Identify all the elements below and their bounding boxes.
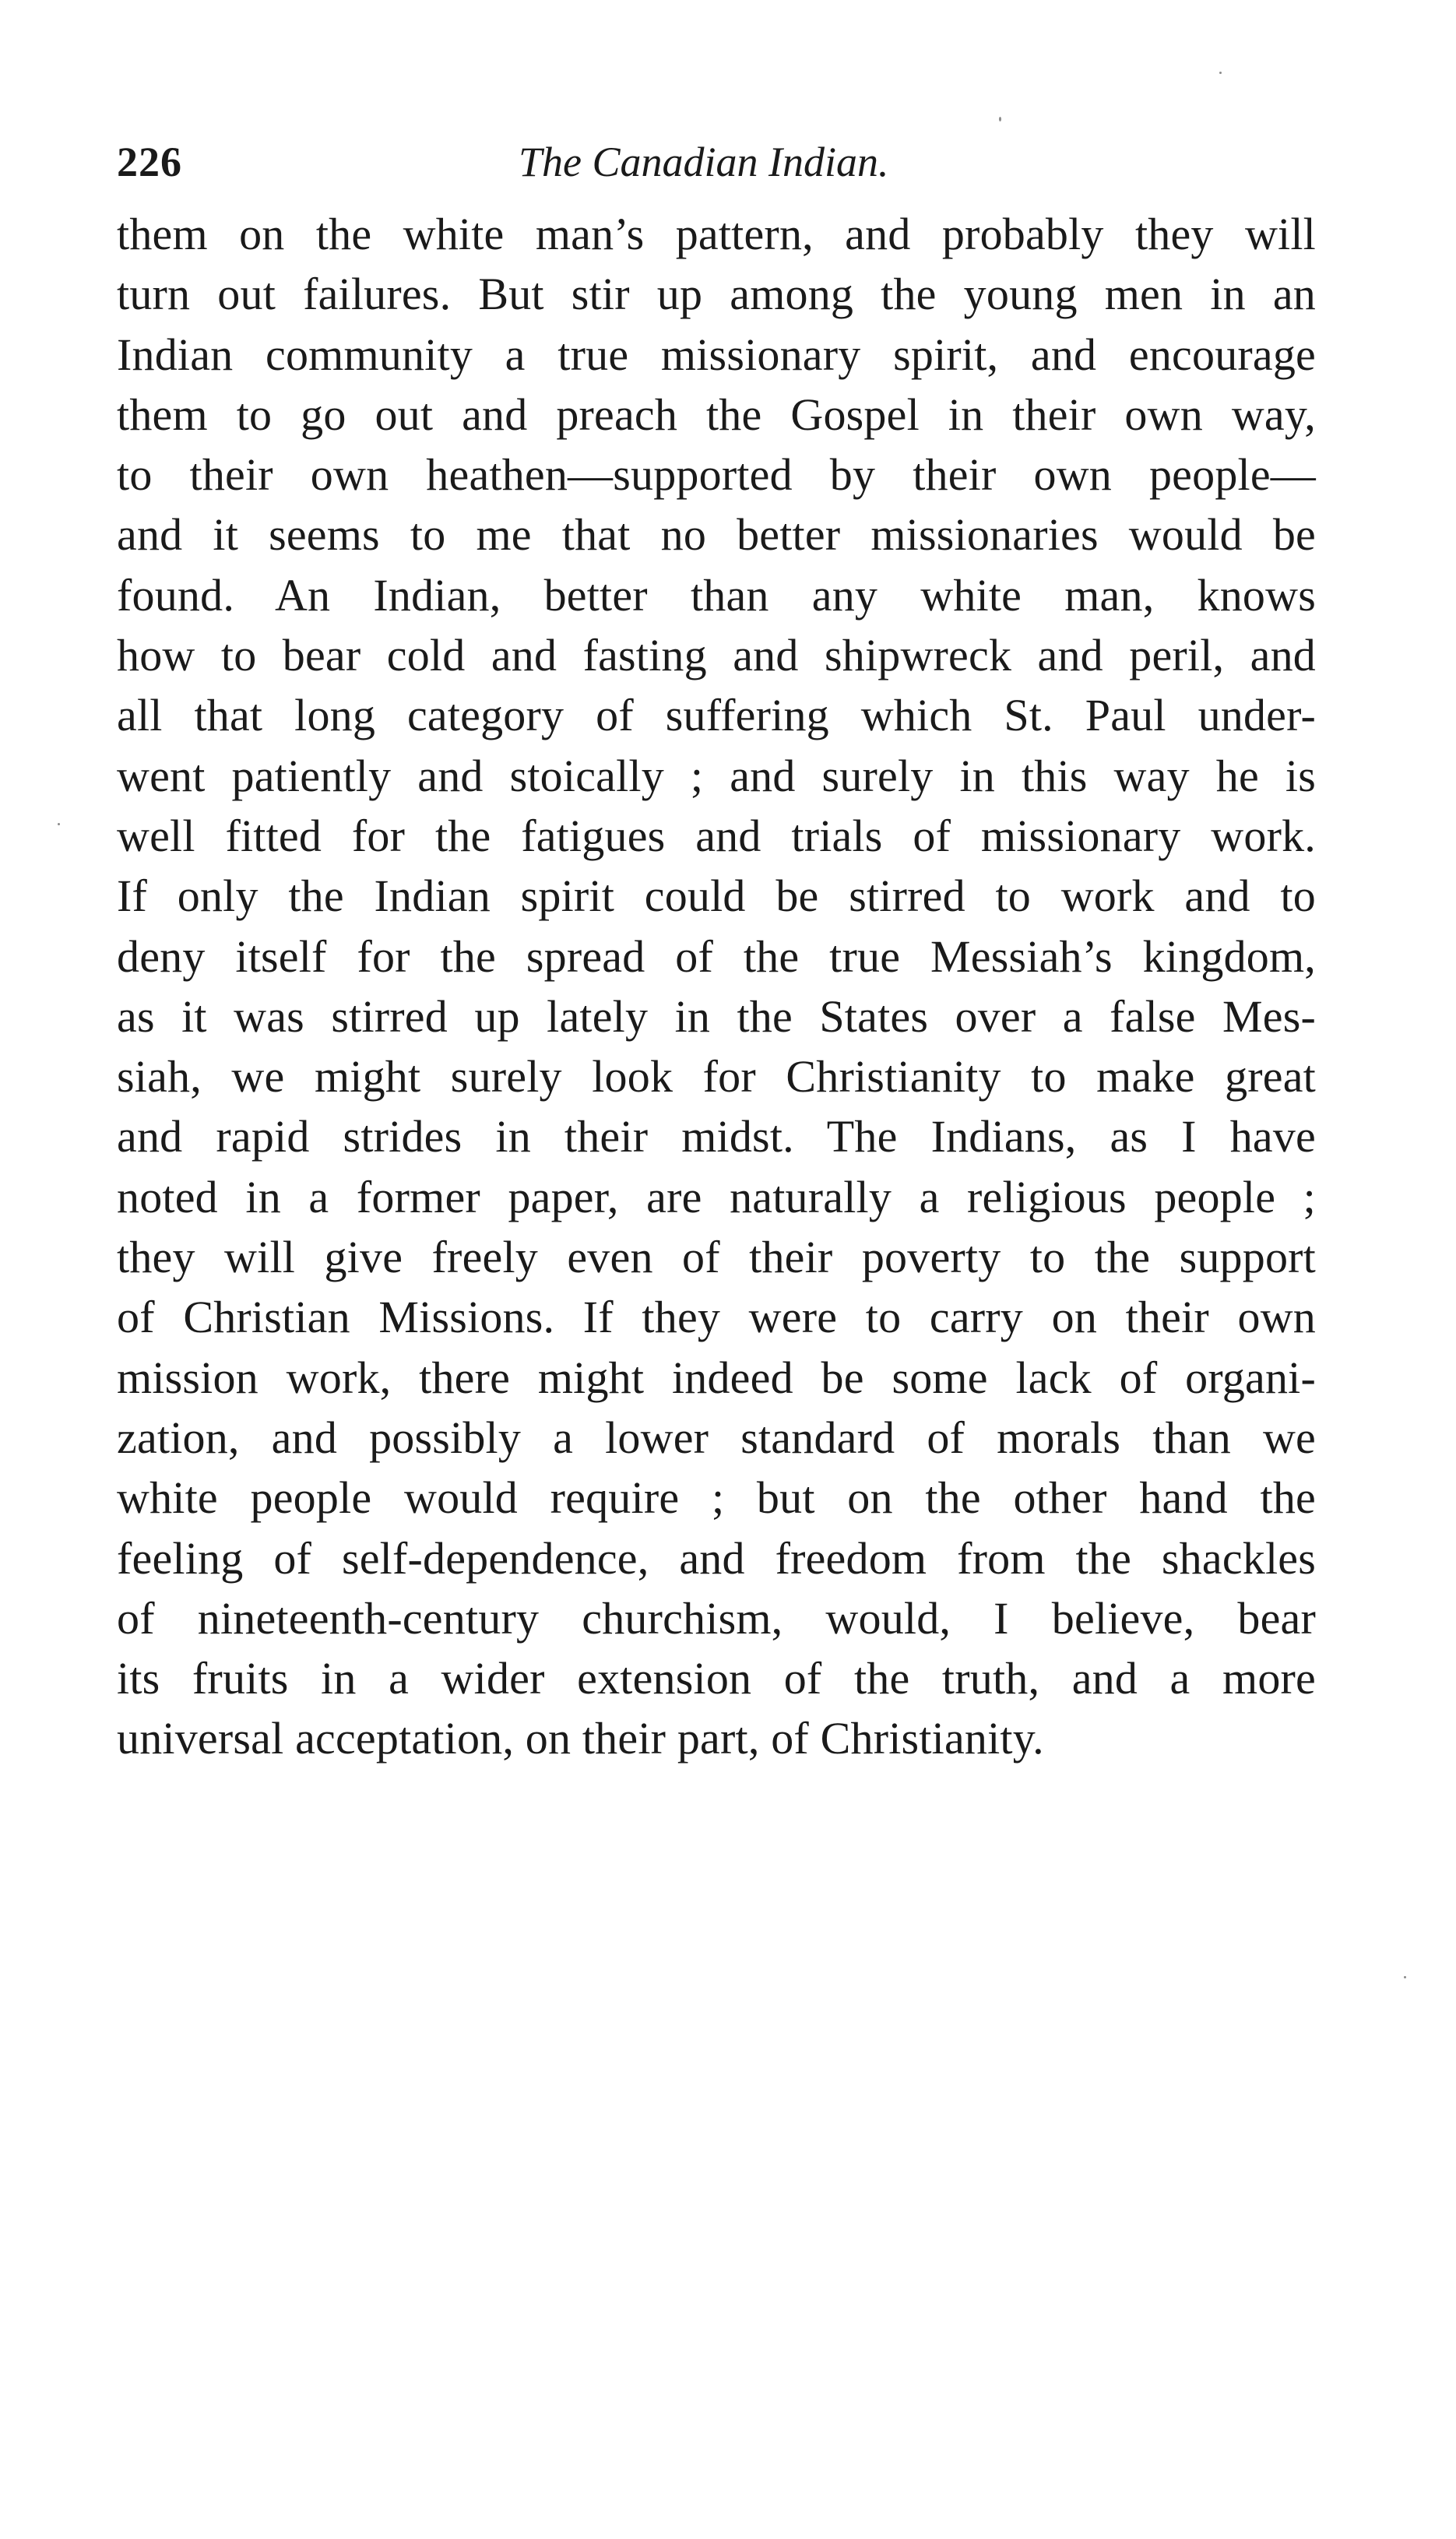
text-line: them to go out and preach the Gospel in their own way,: [117, 389, 1316, 440]
text-line: all that long category of suffering which St. Paul under-: [117, 690, 1316, 741]
page-number: 226: [117, 139, 182, 185]
text-line: found. An Indian, better than any white man, knows: [117, 569, 1316, 621]
text-line: noted in a former paper, are naturally a religious people ;: [117, 1171, 1316, 1222]
text-line: mission work, there might indeed be some lack of organi-: [117, 1352, 1316, 1403]
text-line: turn out failures. But stir up among the young men in an: [117, 269, 1316, 320]
text-line: universal acceptation, on their part, of Christianity.: [117, 1713, 1044, 1764]
body-text: [117, 204, 1316, 1769]
text-line: them on the white man’s pattern, and probably they will: [117, 209, 1316, 259]
text-line: its fruits in a wider extension of the truth, and a more: [117, 1653, 1316, 1704]
text-line: zation, and possibly a lower standard of morals than we: [117, 1412, 1316, 1463]
text-line: of nineteenth-century churchism, would, I believe, bear: [117, 1592, 1316, 1644]
text-line: and it seems to me that no better missionaries would be: [117, 509, 1316, 561]
text-line: of Christian Missions. If they were to carry on their own: [117, 1292, 1316, 1343]
text-line: went patiently and stoically ; and surely in this way he is: [117, 750, 1316, 801]
text-line: they will give freely even of their poverty to the support: [117, 1232, 1316, 1283]
scan-speck: [1219, 72, 1222, 74]
text-line: If only the Indian spirit could be stirred to work and to: [117, 870, 1316, 922]
scan-speck: [999, 117, 1001, 121]
scan-speck: [1404, 1976, 1406, 1978]
text-line: to their own heathen—supported by their own people—: [117, 449, 1316, 501]
text-line: as it was stirred up lately in the States over a false Mes-: [117, 990, 1316, 1042]
scan-speck: [58, 823, 60, 825]
text-line: well fitted for the fatigues and trials of missionary work.: [117, 810, 1316, 861]
text-line: feeling of self-dependence, and freedom from the shackles: [117, 1532, 1316, 1584]
text-line: white people would require ; but on the other hand the: [117, 1472, 1316, 1524]
running-head: [117, 131, 1316, 193]
text-line: Indian community a true missionary spirit, and encourage: [117, 329, 1316, 380]
text-line: and rapid strides in their midst. The Indians, as I have: [117, 1111, 1316, 1162]
text-line: deny itself for the spread of the true Messiah’s kingdom,: [117, 930, 1316, 982]
running-title: The Canadian Indian.: [519, 139, 889, 185]
text-line: siah, we might surely look for Christianity to make great: [117, 1051, 1316, 1102]
text-line: how to bear cold and fasting and shipwreck and peril, and: [117, 630, 1316, 681]
